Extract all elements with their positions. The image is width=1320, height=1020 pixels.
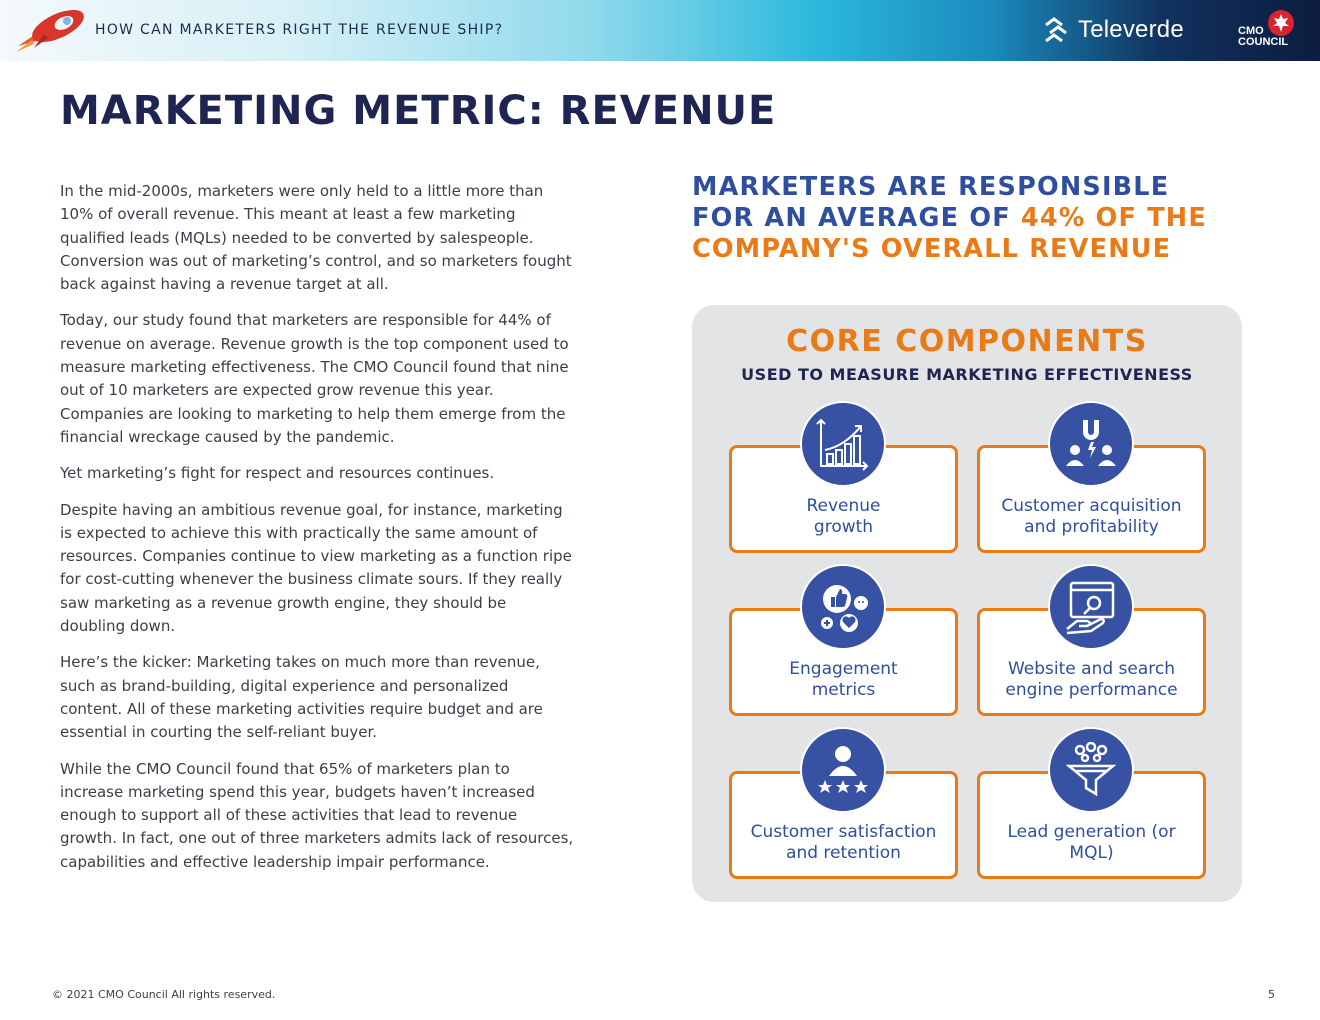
top-banner [0, 0, 1320, 61]
component-label [732, 822, 955, 864]
paragraph: Here’s the kicker: Marketing takes on much more than revenue, such as brand-building, digital experience and personalized content. All of these marketing activities require budget and are essential in courting the self-reliant buyer. [60, 653, 543, 742]
callout-line: MARKETERS ARE RESPONSIBLE [692, 172, 1170, 202]
callout-line [692, 203, 1252, 234]
televerde-logo [1042, 13, 1184, 47]
component-label [980, 496, 1203, 538]
rated-customer-icon [800, 727, 886, 813]
component-label-line: MQL) [1069, 843, 1114, 863]
component-label [732, 659, 955, 701]
paragraph: In the mid-2000s, marketers were only held to a little more than 10% of overall revenue. This meant at least a few marketing qualified leads (MQLs) needed to be converted by salespeople. Conversion was out of marketing’s control, and so marketers fought back against having a revenue target at all. [60, 182, 572, 294]
televerde-mark-icon [1042, 15, 1072, 45]
component-label-line: and retention [786, 843, 901, 863]
core-components-title: CORE COMPONENTS [786, 324, 1148, 359]
component-label [980, 822, 1203, 864]
social-reactions-icon [800, 564, 886, 650]
growth-chart-icon [800, 401, 886, 487]
paragraph: Yet marketing’s fight for respect and resources continues. [60, 464, 495, 483]
component-label-line: Website and search [1007, 659, 1176, 679]
component-label-line: and profitability [1024, 517, 1159, 537]
core-components-subtitle: USED TO MEASURE MARKETING EFFECTIVENESS [741, 365, 1193, 384]
component-label-line: Customer satisfaction [750, 822, 937, 842]
paragraph: Despite having an ambitious revenue goal, for instance, marketing is expected to achieve this with practically the same amount of resources. Companies continue to view marketing as a function ripe for cost-cutting whenever the business climate sours. If they really saw marketing as a revenue growth engine, they should be doubling down. [60, 500, 572, 636]
magnet-people-icon [1048, 401, 1134, 487]
component-label-line: engine performance [1005, 680, 1178, 700]
lead-funnel-icon [1048, 727, 1134, 813]
televerde-wordmark: Televerde [1078, 16, 1184, 43]
page-number: 5 [1268, 988, 1275, 1001]
callout-text: FOR AN AVERAGE OF [692, 203, 1021, 233]
callout-highlight: COMPANY'S OVERALL REVENUE [692, 234, 1172, 264]
component-label-line: Lead generation (or [1007, 822, 1176, 842]
copyright-text: © 2021 CMO Council All rights reserved. [52, 988, 276, 1001]
cmo-wordmark: CMO [1238, 25, 1264, 37]
component-label [732, 496, 955, 538]
maple-leaf-icon [1266, 9, 1296, 37]
component-label-line: growth [813, 517, 874, 537]
paragraph: While the CMO Council found that 65% of marketers plan to increase marketing spend this year, budgets haven’t increased enough to support all of these activities that lead to revenue growth. In fact, one out of three marketers admits lack of resources, capabilities and effective leadership impair performance. [60, 759, 574, 871]
component-label-line: metrics [811, 680, 876, 700]
banner-title: HOW CAN MARKETERS RIGHT THE REVENUE SHIP? [95, 22, 504, 38]
web-search-icon [1048, 564, 1134, 650]
component-label-line: Engagement [789, 659, 898, 679]
component-label-line: Customer acquisition [1001, 496, 1182, 516]
callout-headline [692, 172, 1252, 265]
component-label-line: Revenue [806, 496, 881, 516]
paragraph: Today, our study found that marketers are responsible for 44% of revenue on average. Revenue growth is the top component used to measure marketing effectiveness. The CMO Council found that nine out of 10 marketers are expected grow revenue this year. Companies are looking to marketing to help them emerge from the financial wreckage caused by the pandemic. [60, 311, 569, 446]
page-title: MARKETING METRIC: REVENUE [60, 88, 777, 134]
rocket-icon [14, 4, 86, 54]
callout-highlight: 44% OF THE [1020, 203, 1207, 233]
cmo-council-logo [1236, 9, 1298, 51]
article-body [60, 180, 575, 887]
council-wordmark: COUNCIL [1238, 36, 1289, 48]
component-label [980, 659, 1203, 701]
